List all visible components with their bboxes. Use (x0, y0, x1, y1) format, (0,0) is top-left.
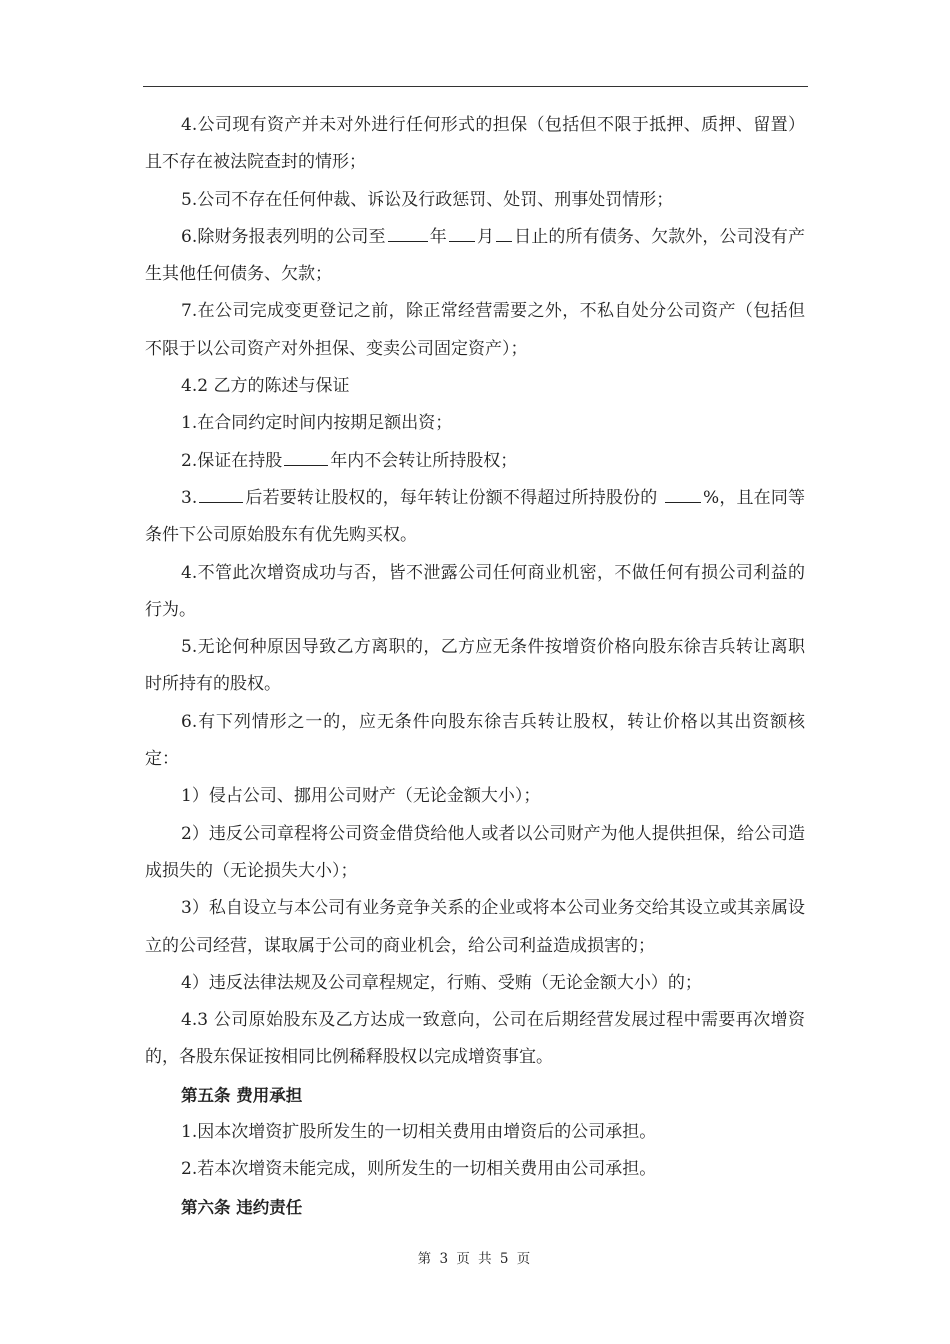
blank-month[interactable] (449, 224, 475, 242)
fee-clause-1: 1.因本次增资扩股所发生的一切相关费用由增资后的公司承担。 (181, 1122, 657, 1143)
clause-6: 6.除财务报表列明的公司至 年 月 日止的所有债务、欠款外，公司没有产生其他任何债务、欠款； (145, 219, 805, 294)
clause-7: 7.在公司完成变更登记之前，除正常经营需要之外，不私自处分公司资产（包括但不限于以公司资产对外担保、变卖公司固定资产）； (145, 301, 805, 359)
article-6-heading: 第六条 违约责任 (181, 1197, 303, 1217)
b-clause-1: 1.在合同约定时间内按期足额出资； (181, 413, 453, 434)
b-clause-6-4: 4）违反法律法规及公司章程规定，行贿、受贿（无论金额大小）的； (181, 972, 702, 993)
section-4-3: 4.3 公司原始股东及乙方达成一致意向，公司在后期经营发展过程中需要再次增资的，各股东保证按相同比例稀释股权以完成增资事宜。 (145, 1010, 805, 1068)
document-body (145, 107, 805, 1226)
b-clause-5: 5.无论何种原因导致乙方离职的，乙方应无条件按增资价格向股东徐吉兵转让离职时所持有的股权。 (145, 637, 805, 695)
fee-clause-2: 2.若本次增资未能完成，则所发生的一切相关费用由公司承担。 (181, 1159, 657, 1180)
blank-years-held[interactable] (284, 448, 328, 466)
b-clause-6: 6.有下列情形之一的，应无条件向股东徐吉兵转让股权，转让价格以其出资额核定： (145, 711, 805, 770)
b-clause-6-2: 2）违反公司章程将公司资金借贷给他人或者以公司财产为他人提供担保，给公司造成损失的（无论损失大小）； (145, 823, 805, 881)
blank-period[interactable] (199, 485, 243, 503)
blank-day[interactable] (496, 224, 512, 242)
article-5-heading: 第五条 费用承担 (181, 1085, 303, 1105)
b-clause-6-1: 1）侵占公司、挪用公司财产（无论金额大小）； (181, 786, 541, 807)
b-clause-3: 3. 后若要转让股权的，每年转让份额不得超过所持股份的 %，且在同等条件下公司原始股东有优先购买权。 (145, 480, 805, 555)
b-clause-6-3: 3）私自设立与本公司有业务竞争关系的企业或将本公司业务交给其设立或其亲属设立的公司经营，谋取属于公司的商业机会，给公司利益造成损害的； (145, 898, 805, 956)
clause-5: 5.公司不存在任何仲裁、诉讼及行政惩罚、处罚、刑事处罚情形； (181, 189, 674, 210)
clause-4: 4.公司现有资产并未对外进行任何形式的担保（包括但不限于抵押、质押、留置）且不存在被法院查封的情形； (145, 115, 805, 173)
blank-year[interactable] (388, 224, 428, 242)
section-4-2: 4.2 乙方的陈述与保证 (181, 376, 350, 397)
page-footer: 第 3 页 共 5 页 (417, 1251, 533, 1267)
blank-percent[interactable] (665, 485, 701, 503)
b-clause-2: 2.保证在持股 年内不会转让所持股权； (145, 443, 805, 480)
b-clause-4: 4.不管此次增资成功与否，皆不泄露公司任何商业机密，不做任何有损公司利益的行为。 (145, 562, 805, 620)
header-rule (143, 86, 808, 87)
